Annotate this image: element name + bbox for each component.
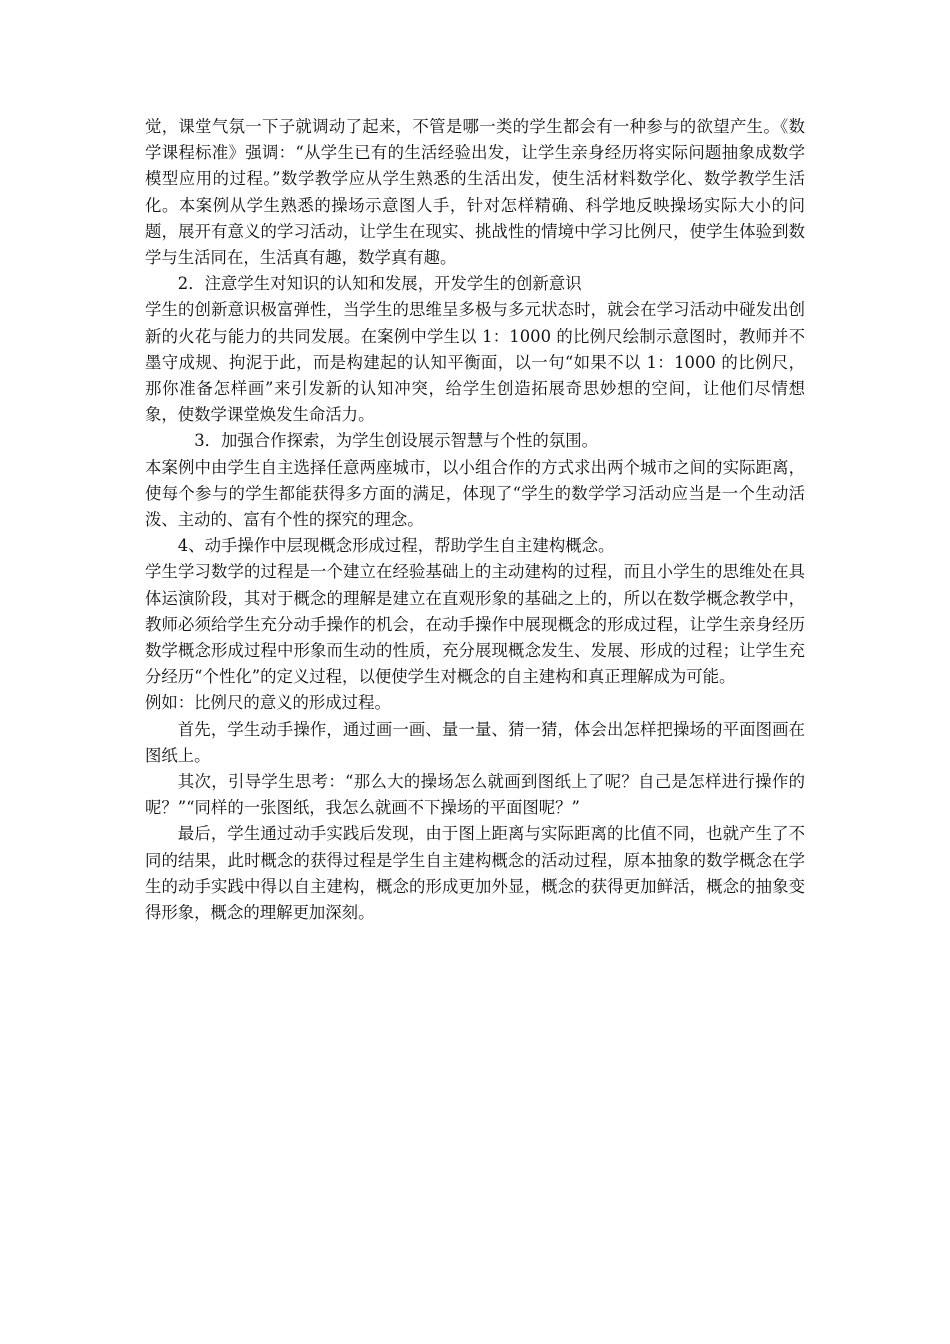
example-label: 例如：比例尺的意义的形成过程。 [145,693,391,713]
paragraph-last: 最后，学生通过动手实践后发现，由于图上距离与实际距离的比值不同，也就产生了不同的结果，此时概念的获得过程是学生自主建构概念的活动过程，原本抽象的数学概念在学生的动手实践中得以自主建构，概念的形成更加外显，概念的获得更加鲜活，概念的抽象变得形象，概念的理解更加深刻。 [145,824,805,923]
heading-point-3: 3．加强合作探索，为学生创设展示智慧与个性的氛围。 [194,431,598,451]
paragraph-point-4: 学生学习数学的过程是一个建立在经验基础上的主动建构的过程，而且小学生的思维处在具体运演阶段，其对于概念的理解是建立在直观形象的基础之上的，所以在数学概念教学中，教师必须给学生充分动手操作的机会，在动手操作中展现概念的形成过程，让学生亲身经历数学概念形成过程中形象而生动的性质，充分展现概念发生、发展、形成的过程；让学生充分经历“个性化”的定义过程，以便使学生对概念的自主建构和真正理解成为可能。 [145,562,805,687]
document-body [145,114,805,926]
heading-point-4: 4、动手操作中层现概念形成过程，帮助学生自主建构概念。 [177,536,615,556]
paragraph-intro: 觉，课堂气氛一下子就调动了起来，不管是哪一类的学生都会有一种参与的欲望产生。《数学课程标准》强调：“从学生已有的生活经验出发，让学生亲身经历将实际问题抽象成数学模型应用的过程。”数学教学应从学生熟悉的生活出发，使生活材料数学化、数学教学生活化。本案例从学生熟悉的操场示意图人手，针对怎样精确、科学地反映操场实际大小的问题，展开有意义的学习活动，让学生在现实、挑战性的情境中学习比例尺，使学生体验到数学与生活同在，生活真有趣，数学真有趣。 [145,117,805,268]
paragraph-point-3: 本案例中由学生自主选择任意两座城市，以小组合作的方式求出两个城市之间的实际距离，使每个参与的学生都能获得多方面的满足，体现了“学生的数学学习活动应当是一个生动活泼、主动的、富有个性的探究的理念。 [145,457,805,530]
paragraph-point-2: 学生的创新意识极富弹性，当学生的思维呈多极与多元状态时，就会在学习活动中碰发出创新的火花与能力的共同发展。在案例中学生以 1：1000 的比例尺绘制示意图时，教师并不墨守成规、拘泥于此，而是构建起的认知平衡面，以一句“如果不以 1：1000 的比例尺，那你准备怎样画”来引发新的认知冲突，给学生创造拓展奇思妙想的空间，让他们尽情想象，使数学课堂焕发生命活力。 [145,300,805,425]
paragraph-second: 其次，引导学生思考：“那么大的操场怎么就画到图纸上了呢？自己是怎样进行操作的呢？”“同样的一张图纸，我怎么就画不下操场的平面图呢？” [145,772,805,818]
paragraph-first: 首先，学生动手操作，通过画一画、量一量、猜一猜，体会出怎样把操场的平面图画在图纸上。 [145,719,805,765]
heading-point-2: 2．注意学生对知识的认知和发展，开发学生的创新意识 [177,274,582,294]
